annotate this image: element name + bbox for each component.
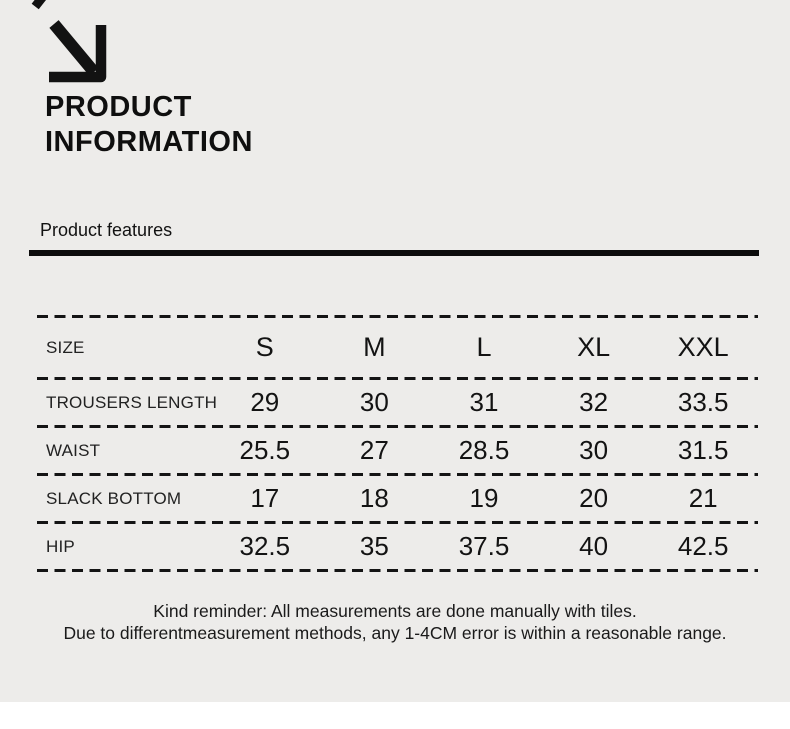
measurement-cell: 27 (359, 435, 389, 465)
size-chart-row-hip (37, 524, 758, 569)
size-column-s: S (255, 332, 274, 362)
row-label-size: SIZE (46, 337, 85, 357)
measurement-cell: 28.5 (458, 435, 510, 465)
row-label: HIP (46, 536, 75, 556)
measurement-cell: 37.5 (458, 531, 510, 561)
measurement-cell: 29 (250, 387, 280, 417)
size-column-m: M (363, 332, 386, 362)
kind-reminder-line2: Due to differentmeasurement methods, any 1-4CM error is within a reasonable range. (63, 623, 727, 643)
row-label: WAIST (46, 440, 101, 460)
arrow-down-right-icon (47, 20, 108, 83)
section-divider-rule (29, 250, 759, 256)
measurement-cell: 20 (579, 483, 609, 513)
measurement-cell: 30 (359, 387, 389, 417)
measurement-cell: 19 (469, 483, 499, 513)
size-column-l: L (476, 332, 492, 362)
size-chart-row-slack-bottom (37, 476, 758, 521)
measurement-cell: 31 (469, 387, 499, 417)
dashed-divider (37, 569, 758, 572)
measurement-cell: 33.5 (677, 387, 729, 417)
measurement-cell: 21 (688, 483, 718, 513)
measurement-cell: 32 (579, 387, 609, 417)
measurement-cell: 31.5 (677, 435, 729, 465)
row-label: SLACK BOTTOM (46, 488, 182, 508)
measurement-cell: 42.5 (677, 531, 729, 561)
measurement-cell: 18 (359, 483, 389, 513)
measurement-cell: 30 (579, 435, 609, 465)
measurement-cell: 40 (579, 531, 609, 561)
row-label: TROUSERS LENGTH (46, 392, 218, 412)
size-chart-table (37, 315, 758, 572)
measurement-cell: 35 (359, 531, 389, 561)
size-column-xl: XL (577, 332, 611, 362)
measurement-cell: 32.5 (239, 531, 291, 561)
kind-reminder-line1: Kind reminder: All measurements are done manually with tiles. (153, 601, 637, 621)
page-title-line1: PRODUCT (45, 91, 192, 123)
measurement-cell: 25.5 (239, 435, 291, 465)
measurement-cell: 17 (250, 483, 280, 513)
page-title (45, 90, 253, 160)
size-chart-row-waist (37, 428, 758, 473)
page-title-line2: INFORMATION (45, 126, 253, 158)
size-column-xxl: XXL (677, 332, 729, 362)
kind-reminder-text (0, 600, 790, 644)
size-chart-header-row (37, 318, 758, 377)
product-features-label: Product features (40, 220, 173, 240)
size-chart-row-trousers-length (37, 380, 758, 425)
